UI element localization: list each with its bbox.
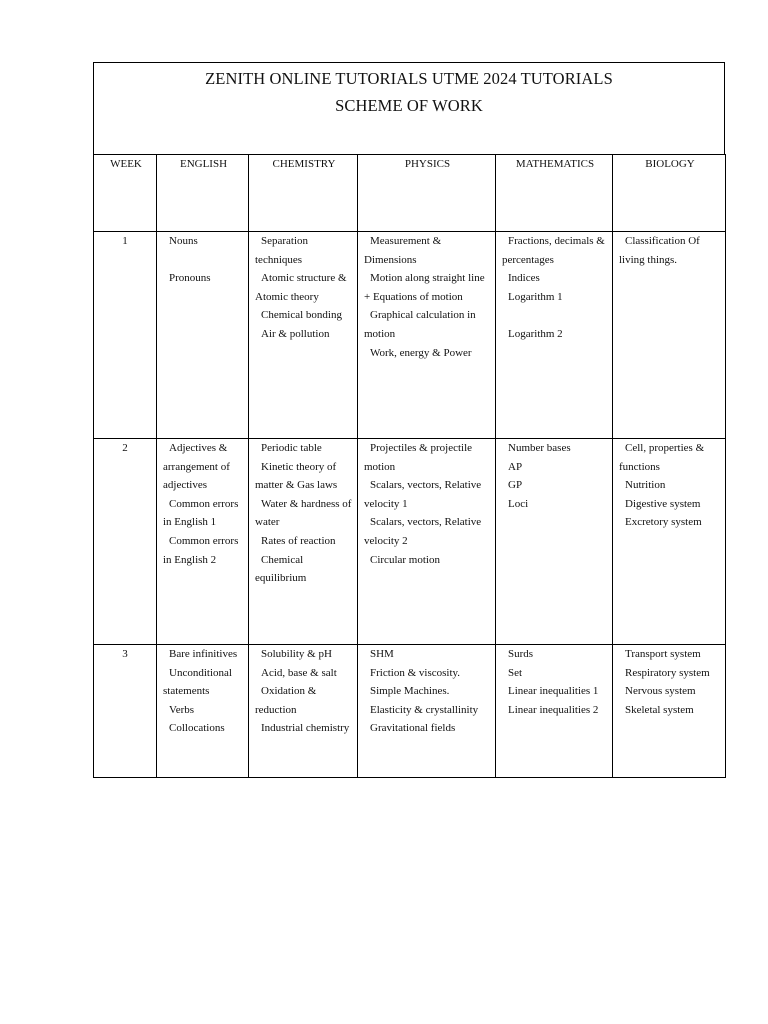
topic-text: Bare infinitives — [169, 648, 238, 660]
topic-text: Acid, base & salt — [261, 666, 337, 679]
topic-text: Measurement & Dimensions — [364, 235, 442, 266]
topic-item — [255, 532, 353, 551]
biology-cell — [613, 232, 726, 439]
topic-item — [255, 664, 353, 683]
topic-item — [255, 645, 353, 664]
topic-text: Rates of reaction — [261, 534, 336, 547]
topic-text: Fractions, decimals & percentages — [502, 235, 605, 266]
topic-item — [255, 232, 353, 269]
topic-text: Loci — [508, 497, 529, 510]
header-week: WEEK — [94, 155, 157, 232]
topic-item — [364, 645, 491, 664]
topic-text: Scalars, vectors, Relative velocity 1 — [364, 479, 482, 510]
topic-text: Common errors in English 2 — [163, 534, 239, 566]
topic-text: Elasticity & crystallinity — [370, 703, 479, 716]
mathematics-cell — [496, 645, 613, 778]
topic-text: Industrial chemistry — [261, 722, 350, 735]
topic-item — [619, 645, 721, 664]
topic-item — [364, 439, 491, 476]
topic-text: Periodic table — [261, 442, 322, 454]
document-subtitle: SCHEME OF WORK — [335, 96, 483, 115]
topic-item — [502, 232, 608, 269]
topic-item — [502, 682, 608, 701]
topic-item — [163, 232, 244, 251]
topic-text: Common errors in English 1 — [163, 497, 239, 529]
topic-text: Pronouns — [169, 272, 211, 285]
topic-item — [364, 269, 491, 306]
topic-item — [502, 664, 608, 683]
topic-text: Kinetic theory of matter & Gas laws — [255, 460, 338, 492]
topic-item — [502, 288, 608, 307]
topic-text: Separation techniques — [255, 235, 309, 266]
topic-item — [502, 701, 608, 720]
topic-text: AP — [508, 460, 523, 473]
topic-text: GP — [508, 479, 523, 492]
week-cell: 2 — [94, 439, 157, 645]
topic-text: Circular motion — [370, 553, 440, 566]
topic-text: Work, energy & Power — [370, 346, 472, 359]
topic-text: Surds — [508, 648, 534, 660]
topic-item — [364, 513, 491, 550]
topic-text: Cell, properties & functions — [619, 442, 705, 473]
topic-item — [255, 269, 353, 306]
topic-item — [163, 269, 244, 288]
topic-text: Linear inequalities 1 — [508, 685, 599, 698]
topic-text: Number bases — [508, 442, 571, 454]
scheme-table — [93, 154, 726, 778]
topic-item — [619, 476, 721, 495]
topic-text: Verbs — [169, 703, 195, 716]
topic-text: Solubility & pH — [261, 648, 332, 660]
topic-item — [163, 495, 244, 532]
topic-text: Collocations — [169, 722, 225, 735]
topic-text: Unconditional statements — [163, 666, 232, 698]
topic-text: Respiratory system — [625, 666, 710, 679]
biology-cell — [613, 439, 726, 645]
topic-item — [255, 495, 353, 532]
week-cell: 3 — [94, 645, 157, 778]
topic-text: Skeletal system — [625, 703, 694, 716]
header-biology: BIOLOGY — [613, 155, 726, 232]
topic-item — [364, 306, 491, 343]
header-mathematics: MATHEMATICS — [496, 155, 613, 232]
topic-item — [255, 682, 353, 719]
topic-item — [163, 532, 244, 569]
topic-text: Water & hardness of water — [255, 497, 352, 529]
topic-text: Digestive system — [625, 497, 701, 510]
mathematics-cell — [496, 232, 613, 439]
topic-item — [364, 719, 491, 738]
topic-text: Chemical bonding — [261, 309, 342, 322]
document-page — [93, 62, 725, 778]
header-row — [94, 155, 726, 232]
title-box — [93, 62, 725, 154]
topic-text: Scalars, vectors, Relative velocity 2 — [364, 516, 482, 547]
header-physics: PHYSICS — [358, 155, 496, 232]
physics-cell — [358, 645, 496, 778]
topic-text: Atomic structure & Atomic theory — [255, 272, 347, 303]
topic-text: Nouns — [169, 235, 198, 247]
topic-item — [502, 439, 608, 458]
topic-item — [364, 664, 491, 683]
topic-item — [502, 645, 608, 664]
topic-item — [502, 269, 608, 288]
topic-text: Logarithm 1 — [508, 290, 563, 303]
topic-item — [502, 495, 608, 514]
topic-text: Nervous system — [625, 685, 696, 698]
topic-item — [163, 719, 244, 738]
topic-item — [619, 439, 721, 476]
topic-item — [364, 476, 491, 513]
topic-item — [619, 513, 721, 532]
topic-item — [619, 232, 721, 269]
english-cell — [157, 232, 249, 439]
topic-text: Simple Machines. — [370, 685, 450, 698]
topic-text: Adjectives & arrangement of adjectives — [163, 442, 230, 492]
document-title: ZENITH ONLINE TUTORIALS UTME 2024 TUTORIALS — [205, 69, 613, 88]
topic-item — [364, 344, 491, 363]
topic-item — [619, 664, 721, 683]
biology-cell — [613, 645, 726, 778]
topic-item — [255, 551, 353, 588]
topic-text: SHM — [370, 648, 394, 660]
topic-text: Graphical calculation in motion — [364, 309, 476, 340]
topic-item — [163, 439, 244, 495]
topic-item — [255, 458, 353, 495]
topic-text: Set — [508, 666, 523, 679]
english-cell — [157, 645, 249, 778]
table-row — [94, 232, 726, 439]
topic-item — [163, 701, 244, 720]
topic-item — [255, 306, 353, 325]
topic-text: Motion along straight line + Equations of motion — [364, 272, 485, 303]
topic-item — [364, 701, 491, 720]
blank-line — [163, 251, 244, 270]
topic-item — [364, 682, 491, 701]
topic-item — [163, 645, 244, 664]
topic-item — [619, 495, 721, 514]
topic-item — [255, 325, 353, 344]
topic-text: Classification Of living things. — [619, 235, 700, 266]
topic-text: Logarithm 2 — [508, 327, 563, 340]
topic-item — [364, 232, 491, 269]
topic-item — [502, 458, 608, 477]
chemistry-cell — [249, 439, 358, 645]
topic-text: Projectiles & projectile motion — [364, 442, 473, 473]
week-cell: 1 — [94, 232, 157, 439]
chemistry-cell — [249, 232, 358, 439]
blank-line — [502, 306, 608, 325]
physics-cell — [358, 232, 496, 439]
topic-item — [502, 476, 608, 495]
topic-item — [619, 682, 721, 701]
topic-text: Nutrition — [625, 479, 666, 492]
topic-text: Gravitational fields — [370, 722, 456, 735]
table-row — [94, 439, 726, 645]
topic-item — [255, 719, 353, 738]
header-chemistry: CHEMISTRY — [249, 155, 358, 232]
topic-text: Oxidation & reduction — [255, 685, 317, 716]
topic-text: Chemical equilibrium — [255, 553, 307, 585]
header-english: ENGLISH — [157, 155, 249, 232]
topic-item — [364, 551, 491, 570]
topic-item — [619, 701, 721, 720]
topic-item — [502, 325, 608, 344]
topic-text: Linear inequalities 2 — [508, 703, 599, 716]
topic-text: Friction & viscosity. — [370, 666, 461, 679]
table-row — [94, 645, 726, 778]
physics-cell — [358, 439, 496, 645]
topic-text: Indices — [508, 272, 540, 285]
topic-item — [255, 439, 353, 458]
topic-item — [163, 664, 244, 701]
topic-text: Excretory system — [625, 516, 702, 529]
chemistry-cell — [249, 645, 358, 778]
english-cell — [157, 439, 249, 645]
topic-text: Air & pollution — [261, 327, 330, 340]
mathematics-cell — [496, 439, 613, 645]
topic-text: Transport system — [625, 648, 701, 660]
